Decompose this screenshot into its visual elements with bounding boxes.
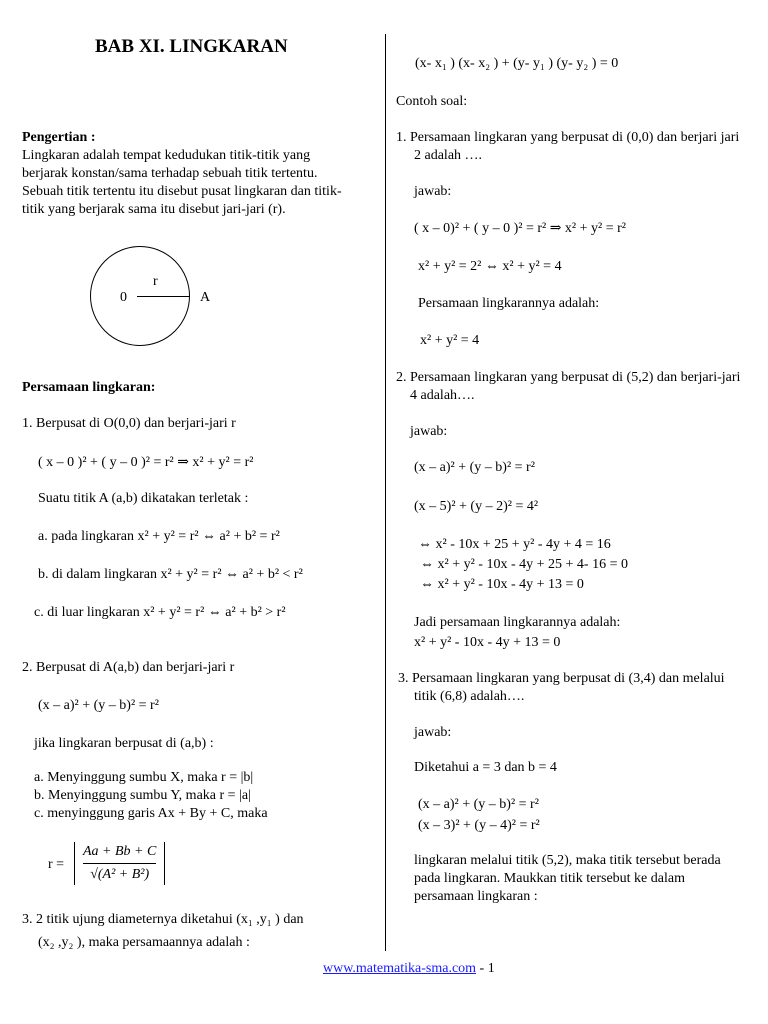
- q2-equation-2: (x – 5)² + (y – 2)² = 4²: [414, 499, 539, 514]
- item1-equation: ( x – 0 )² + ( y – 0 )² = r² ⇒ x² + y² = r²: [38, 455, 254, 470]
- q2-jawab: jawab:: [410, 424, 448, 439]
- formula-r-label: r =: [48, 857, 65, 872]
- radius-label: r: [153, 274, 158, 289]
- q3-line-1: 3. Persamaan lingkaran yang berpusat di (3,4) dan melalui: [398, 671, 725, 686]
- footer: [323, 961, 495, 978]
- pengertian-line-4: titik yang berjarak sama itu disebut jari-jari (r).: [22, 202, 286, 217]
- radius-line: [137, 296, 190, 297]
- q3-equation-2: (x – 3)² + (y – 4)² = r²: [418, 818, 540, 833]
- q1-line-2: 2 adalah ….: [414, 148, 483, 163]
- q1-equation-2: x² + y² = 2² ⇔ x² + y² = 4: [418, 259, 562, 274]
- q3-text-3: persamaan lingkaran :: [414, 889, 538, 904]
- q1-jawab: jawab:: [414, 184, 452, 199]
- item2-condition-b: b. Menyinggung sumbu Y, maka r = |a|: [34, 788, 251, 803]
- center-label: 0: [120, 290, 127, 305]
- q1-result: x² + y² = 4: [420, 333, 480, 348]
- q2-equation-3: ⇔ x² - 10x + 25 + y² - 4y + 4 = 16: [418, 537, 611, 552]
- footer-link[interactable]: www.matematika-sma.com: [323, 961, 477, 976]
- item2-condition-a: a. Menyinggung sumbu X, maka r = |b|: [34, 770, 254, 785]
- q3-text-2: pada lingkaran. Maukkan titik tersebut ke dalam: [414, 871, 685, 886]
- item1-description: Suatu titik A (a,b) dikatakan terletak :: [38, 491, 249, 506]
- item1-condition-a: a. pada lingkaran x² + y² = r² ⇔ a² + b² = r²: [38, 529, 280, 544]
- distance-formula: [74, 842, 165, 885]
- pengertian-line-2: berjarak konstan/sama terhadap sebuah titik tertentu.: [22, 166, 318, 181]
- q2-result-label: Jadi persamaan lingkarannya adalah:: [414, 615, 621, 630]
- q1-equation-1: ( x – 0)² + ( y – 0 )² = r² ⇒ x² + y² = r²: [414, 221, 626, 236]
- item1-condition-b: b. di dalam lingkaran x² + y² = r² ⇔ a² + b² < r²: [38, 567, 303, 582]
- item2-title: 2. Berpusat di A(a,b) dan berjari-jari r: [22, 660, 235, 675]
- q3-equation-1: (x – a)² + (y – b)² = r²: [418, 797, 539, 812]
- point-label: A: [200, 290, 211, 305]
- item3-line-1: 3. 2 titik ujung diameternya diketahui (x₁ ,y₁ ) dan: [22, 912, 304, 927]
- q3-text-1: lingkaran melalui titik (5,2), maka titik tersebut berada: [414, 853, 721, 868]
- page-number: - 1: [476, 961, 495, 976]
- item1-title: 1. Berpusat di O(0,0) dan berjari-jari r: [22, 416, 236, 431]
- q2-line-1: 2. Persamaan lingkaran yang berpusat di (5,2) dan berjari-jari: [396, 370, 741, 385]
- q2-line-2: 4 adalah….: [410, 388, 475, 403]
- contoh-heading: Contoh soal:: [396, 94, 468, 109]
- item2-description: jika lingkaran berpusat di (a,b) :: [34, 736, 214, 751]
- item3-equation: (x- x₁ ) (x- x₂ ) + (y- y₁ ) (y- y₂ ) = 0: [415, 56, 619, 71]
- q2-result: x² + y² - 10x - 4y + 13 = 0: [414, 635, 561, 650]
- q1-result-label: Persamaan lingkarannya adalah:: [418, 296, 600, 311]
- item3-line-2: (x₂ ,y₂ ), maka persamaannya adalah :: [38, 935, 250, 950]
- item2-condition-c: c. menyinggung garis Ax + By + C, maka: [34, 806, 268, 821]
- pengertian-heading: Pengertian :: [22, 130, 96, 145]
- pengertian-line-3: Sebuah titik tertentu itu disebut pusat lingkaran dan titik-: [22, 184, 342, 199]
- formula-numerator: Aa + Bb + C: [83, 844, 156, 864]
- page-title: BAB XI. LINGKARAN: [95, 36, 288, 57]
- column-divider: [385, 34, 386, 951]
- pengertian-line-1: Lingkaran adalah tempat kedudukan titik-titik yang: [22, 148, 311, 163]
- q3-known: Diketahui a = 3 dan b = 4: [414, 760, 557, 775]
- persamaan-heading: Persamaan lingkaran:: [22, 380, 156, 395]
- q2-equation-4: ⇔ x² + y² - 10x - 4y + 25 + 4- 16 = 0: [420, 557, 628, 572]
- q2-equation-5: ⇔ x² + y² - 10x - 4y + 13 = 0: [420, 577, 584, 592]
- q1-line-1: 1. Persamaan lingkaran yang berpusat di (0,0) dan berjari jari: [396, 130, 740, 145]
- formula-denominator: √(A² + B²): [90, 867, 150, 882]
- item2-equation: (x – a)² + (y – b)² = r²: [38, 698, 159, 713]
- q2-equation-1: (x – a)² + (y – b)² = r²: [414, 460, 535, 475]
- item1-condition-c: c. di luar lingkaran x² + y² = r² ⇔ a² + b² > r²: [34, 605, 286, 620]
- q3-line-2: titik (6,8) adalah….: [414, 689, 525, 704]
- q3-jawab: jawab:: [414, 725, 452, 740]
